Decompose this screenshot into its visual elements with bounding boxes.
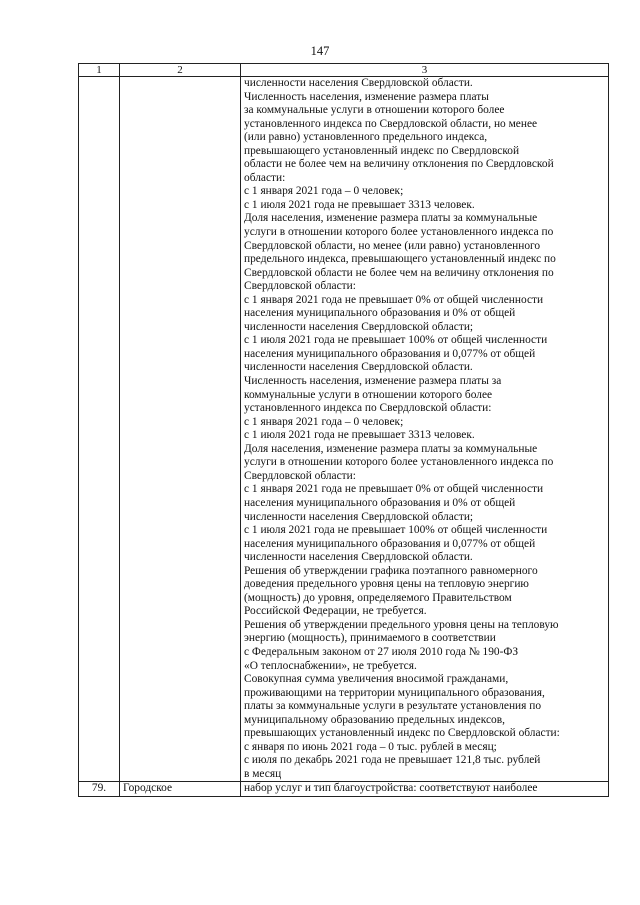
text-line: с июля по декабрь 2021 года не превышает 121,8 тыс. рублей bbox=[244, 754, 541, 767]
document-table bbox=[78, 63, 609, 797]
text-line: доведения предельного уровня цены на тепловую энергию bbox=[244, 578, 529, 591]
table-header-row bbox=[79, 64, 609, 77]
text-line: Свердловской области, но менее (или равно) установленного bbox=[244, 239, 541, 252]
text-line: населения муниципального образования и 0% от общей bbox=[244, 496, 516, 509]
municipality-cell: Городское bbox=[120, 782, 241, 797]
table-row-continued bbox=[79, 77, 609, 782]
description-cell: набор услуг и тип благоустройства: соответствуют наиболее bbox=[241, 782, 609, 797]
text-line: услуги в отношении которого более установленного индекса по bbox=[244, 456, 554, 469]
text-line: населения муниципального образования и 0,077% от общей bbox=[244, 347, 536, 360]
header-col-1: 1 bbox=[79, 64, 120, 77]
text-line: коммунальные услуги в отношении которого более bbox=[244, 388, 493, 401]
text-line: Решения об утверждении графика поэтапного равномерного bbox=[244, 564, 538, 577]
text-line: численности населения Свердловской области; bbox=[244, 510, 474, 523]
text-line: с 1 июля 2021 года не превышает 100% от общей численности bbox=[244, 334, 548, 347]
text-line: «О теплоснабжении», не требуется. bbox=[244, 659, 417, 672]
text-line: с 1 января 2021 года – 0 человек; bbox=[244, 415, 404, 428]
text-line: энергию (мощность), принимаемого в соответствии bbox=[244, 632, 496, 645]
text-line: платы за коммунальные услуги в результате установления по bbox=[244, 700, 542, 713]
text-line: Свердловской области не более чем на величину отклонения по bbox=[244, 266, 554, 279]
text-line: Доля населения, изменение размера платы за коммунальные bbox=[244, 442, 538, 455]
text-line: за коммунальные услуги в отношении которого более bbox=[244, 104, 505, 117]
text-line: Доля населения, изменение размера платы за коммунальные bbox=[244, 212, 538, 225]
text-line: с 1 января 2021 года не превышает 0% от общей численности bbox=[244, 483, 544, 496]
text-line: муниципальному образованию предельных индексов, bbox=[244, 713, 505, 726]
text-line: с 1 июля 2021 года не превышает 3313 человек. bbox=[244, 429, 475, 442]
text-line: численности населения Свердловской области. bbox=[244, 551, 473, 564]
text-line: населения муниципального образования и 0,077% от общей bbox=[244, 537, 536, 550]
row-number-cell: 79. bbox=[79, 782, 120, 797]
text-line: превышающих установленный индекс по Свердловской области: bbox=[244, 727, 560, 740]
text-line: области не более чем на величину отклонения по Свердловской bbox=[244, 158, 554, 171]
table-row-79 bbox=[79, 782, 609, 797]
text-line: численности населения Свердловской области; bbox=[244, 320, 474, 333]
text-line: Совокупная сумма увеличения вносимой гражданами, bbox=[244, 673, 509, 686]
text-line: численности населения Свердловской области. bbox=[244, 77, 473, 89]
text-line: с 1 января 2021 года – 0 человек; bbox=[244, 185, 404, 198]
text-line: превышающего установленный индекс по Свердловской bbox=[244, 144, 520, 157]
text-line: Решения об утверждении предельного уровня цены на тепловую bbox=[244, 618, 559, 631]
text-line: в месяц bbox=[244, 767, 282, 780]
page-number: 147 bbox=[310, 44, 330, 58]
text-line: населения муниципального образования и 0% от общей bbox=[244, 307, 516, 320]
text-line: с 1 июля 2021 года не превышает 100% от общей численности bbox=[244, 524, 548, 537]
text-line: Свердловской области: bbox=[244, 280, 356, 293]
description-cell bbox=[241, 77, 609, 782]
header-col-3: 3 bbox=[241, 64, 609, 77]
text-line: (мощность) до уровня, определяемого Правительством bbox=[244, 591, 512, 604]
text-line: с 1 января 2021 года не превышает 0% от общей численности bbox=[244, 293, 544, 306]
text-line: Численность населения, изменение размера платы bbox=[244, 90, 489, 103]
text-line: (или равно) установленного предельного индекса, bbox=[244, 131, 488, 144]
text-line: численности населения Свердловской области. bbox=[244, 361, 473, 374]
header-col-2: 2 bbox=[120, 64, 241, 77]
text-line: с 1 июля 2021 года не превышает 3313 человек. bbox=[244, 198, 475, 211]
text-line: проживающими на территории муниципального образования, bbox=[244, 686, 545, 699]
text-line: с Федеральным законом от 27 июля 2010 года № 190-ФЗ bbox=[244, 645, 519, 658]
text-line: Численность населения, изменение размера платы за bbox=[244, 375, 502, 388]
text-line: установленного индекса по Свердловской области, но менее bbox=[244, 117, 538, 130]
text-line: области: bbox=[244, 171, 286, 184]
text-line: Свердловской области: bbox=[244, 469, 356, 482]
text-line: установленного индекса по Свердловской области: bbox=[244, 402, 492, 415]
text-line: с января по июнь 2021 года – 0 тыс. рублей в месяц; bbox=[244, 740, 497, 753]
text-line: услуги в отношении которого более установленного индекса по bbox=[244, 226, 554, 239]
municipality-cell bbox=[120, 77, 241, 782]
text-line: Российской Федерации, не требуется. bbox=[244, 605, 427, 618]
row-number-cell bbox=[79, 77, 120, 782]
text-line: предельного индекса, превышающего установленный индекс по bbox=[244, 253, 556, 266]
